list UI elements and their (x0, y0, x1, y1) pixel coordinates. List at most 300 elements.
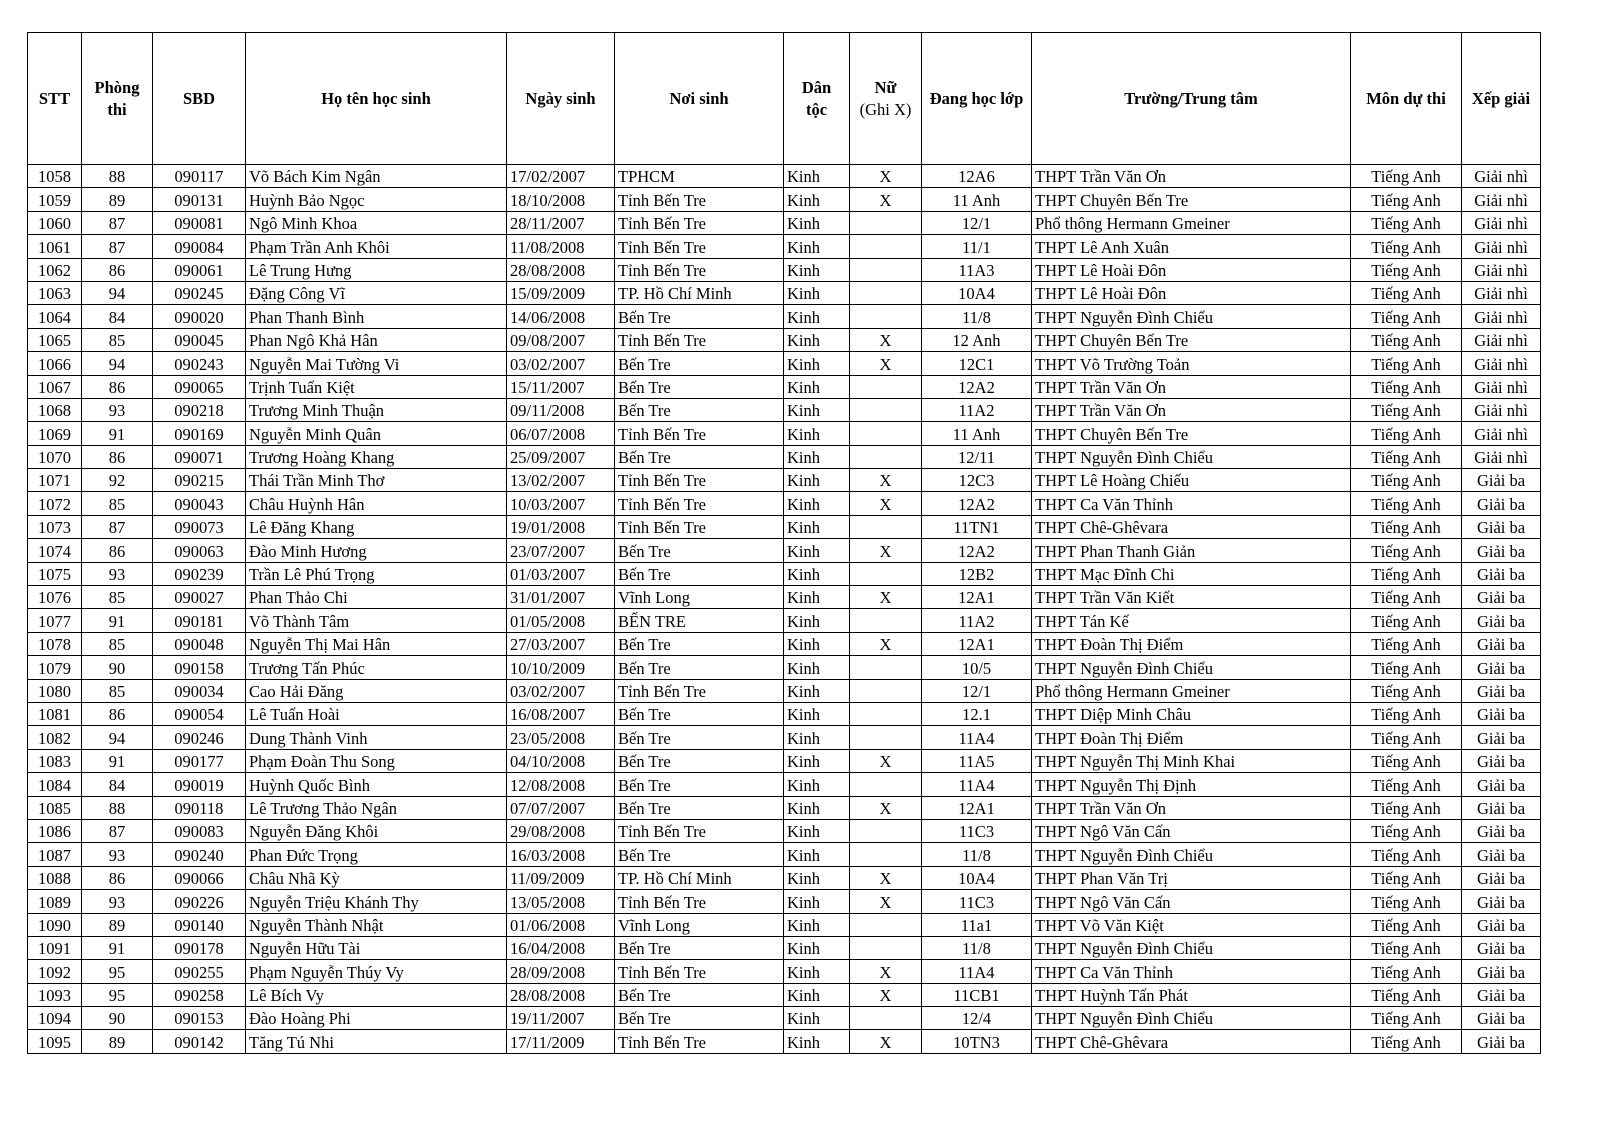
cell-noi-sinh: Bến Tre (615, 398, 784, 421)
cell-lop: 11A3 (922, 258, 1032, 281)
cell-ngay-sinh: 28/09/2008 (507, 960, 615, 983)
cell-mon: Tiếng Anh (1351, 188, 1462, 211)
cell-stt: 1095 (28, 1030, 82, 1053)
cell-noi-sinh: Tỉnh Bến Tre (615, 492, 784, 515)
cell-ho-ten: Nguyễn Triệu Khánh Thy (246, 890, 507, 913)
table-row (28, 539, 1541, 562)
cell-ngay-sinh: 12/08/2008 (507, 773, 615, 796)
cell-ho-ten: Đào Hoàng Phi (246, 1007, 507, 1030)
cell-sbd: 090240 (153, 843, 246, 866)
cell-nu (850, 773, 922, 796)
cell-ngay-sinh: 31/01/2007 (507, 586, 615, 609)
table-row (28, 211, 1541, 234)
cell-truong: THPT Nguyễn Thị Định (1032, 773, 1351, 796)
cell-noi-sinh: Tỉnh Bến Tre (615, 1030, 784, 1053)
cell-stt: 1093 (28, 983, 82, 1006)
cell-sbd: 090258 (153, 983, 246, 1006)
cell-mon: Tiếng Anh (1351, 258, 1462, 281)
cell-lop: 11C3 (922, 819, 1032, 842)
cell-giai: Giải ba (1462, 936, 1541, 959)
cell-phong-thi: 84 (82, 773, 153, 796)
cell-truong: THPT Trần Văn Kiết (1032, 586, 1351, 609)
cell-phong-thi: 86 (82, 445, 153, 468)
cell-ngay-sinh: 01/06/2008 (507, 913, 615, 936)
cell-noi-sinh: Tỉnh Bến Tre (615, 188, 784, 211)
cell-ngay-sinh: 28/08/2008 (507, 983, 615, 1006)
cell-giai: Giải nhì (1462, 328, 1541, 351)
cell-ngay-sinh: 15/11/2007 (507, 375, 615, 398)
cell-ngay-sinh: 19/11/2007 (507, 1007, 615, 1030)
cell-ngay-sinh: 28/08/2008 (507, 258, 615, 281)
table-row (28, 165, 1541, 188)
cell-mon: Tiếng Anh (1351, 983, 1462, 1006)
cell-ngay-sinh: 11/09/2009 (507, 866, 615, 889)
cell-stt: 1070 (28, 445, 82, 468)
cell-truong: THPT Đoàn Thị Điểm (1032, 726, 1351, 749)
cell-sbd: 090084 (153, 235, 246, 258)
cell-phong-thi: 90 (82, 656, 153, 679)
table-row (28, 469, 1541, 492)
cell-stt: 1058 (28, 165, 82, 188)
cell-stt: 1065 (28, 328, 82, 351)
cell-stt: 1073 (28, 515, 82, 538)
cell-lop: 11A2 (922, 609, 1032, 632)
cell-lop: 11TN1 (922, 515, 1032, 538)
table-row (28, 609, 1541, 632)
cell-stt: 1059 (28, 188, 82, 211)
cell-ngay-sinh: 17/11/2009 (507, 1030, 615, 1053)
cell-ngay-sinh: 01/03/2007 (507, 562, 615, 585)
cell-dan-toc: Kinh (784, 211, 850, 234)
cell-mon: Tiếng Anh (1351, 702, 1462, 725)
cell-truong: Phổ thông Hermann Gmeiner (1032, 211, 1351, 234)
cell-ho-ten: Dung Thành Vinh (246, 726, 507, 749)
table-row (28, 258, 1541, 281)
table-row (28, 960, 1541, 983)
cell-truong: THPT Lê Anh Xuân (1032, 235, 1351, 258)
cell-ho-ten: Huỳnh Quốc Bình (246, 773, 507, 796)
cell-ngay-sinh: 28/11/2007 (507, 211, 615, 234)
cell-giai: Giải ba (1462, 819, 1541, 842)
cell-mon: Tiếng Anh (1351, 656, 1462, 679)
cell-sbd: 090027 (153, 586, 246, 609)
cell-giai: Giải nhì (1462, 422, 1541, 445)
cell-lop: 12/1 (922, 679, 1032, 702)
cell-nu (850, 656, 922, 679)
cell-giai: Giải ba (1462, 562, 1541, 585)
cell-dan-toc: Kinh (784, 702, 850, 725)
cell-noi-sinh: Bến Tre (615, 843, 784, 866)
cell-ho-ten: Đào Minh Hương (246, 539, 507, 562)
cell-lop: 11A2 (922, 398, 1032, 421)
cell-mon: Tiếng Anh (1351, 843, 1462, 866)
cell-ho-ten: Võ Thành Tâm (246, 609, 507, 632)
cell-ngay-sinh: 14/06/2008 (507, 305, 615, 328)
cell-nu: X (850, 539, 922, 562)
table-row (28, 328, 1541, 351)
cell-lop: 12A2 (922, 539, 1032, 562)
cell-mon: Tiếng Anh (1351, 679, 1462, 702)
cell-mon: Tiếng Anh (1351, 913, 1462, 936)
cell-lop: 12/11 (922, 445, 1032, 468)
cell-ho-ten: Phan Thảo Chi (246, 586, 507, 609)
cell-phong-thi: 94 (82, 726, 153, 749)
table-row (28, 632, 1541, 655)
cell-nu (850, 281, 922, 304)
cell-ho-ten: Lê Bích Vy (246, 983, 507, 1006)
cell-noi-sinh: Bến Tre (615, 305, 784, 328)
cell-ngay-sinh: 16/08/2007 (507, 702, 615, 725)
cell-noi-sinh: Bến Tre (615, 1007, 784, 1030)
cell-giai: Giải ba (1462, 539, 1541, 562)
cell-ho-ten: Phạm Nguyễn Thúy Vy (246, 960, 507, 983)
table-row (28, 515, 1541, 538)
cell-phong-thi: 86 (82, 866, 153, 889)
cell-dan-toc: Kinh (784, 165, 850, 188)
cell-lop: 12A1 (922, 632, 1032, 655)
cell-noi-sinh: Tỉnh Bến Tre (615, 328, 784, 351)
cell-lop: 11/8 (922, 936, 1032, 959)
cell-stt: 1080 (28, 679, 82, 702)
cell-mon: Tiếng Anh (1351, 586, 1462, 609)
cell-truong: THPT Nguyễn Đình Chiểu (1032, 843, 1351, 866)
cell-lop: 11/8 (922, 305, 1032, 328)
cell-lop: 11/8 (922, 843, 1032, 866)
cell-phong-thi: 93 (82, 890, 153, 913)
table-row (28, 281, 1541, 304)
cell-truong: THPT Trần Văn Ơn (1032, 398, 1351, 421)
table-row (28, 819, 1541, 842)
cell-noi-sinh: Bến Tre (615, 562, 784, 585)
cell-ngay-sinh: 07/07/2007 (507, 796, 615, 819)
table-row (28, 773, 1541, 796)
cell-noi-sinh: Tỉnh Bến Tre (615, 960, 784, 983)
cell-sbd: 090083 (153, 819, 246, 842)
cell-ngay-sinh: 15/09/2009 (507, 281, 615, 304)
cell-lop: 12C1 (922, 352, 1032, 375)
cell-truong: THPT Võ Văn Kiệt (1032, 913, 1351, 936)
cell-ho-ten: Lê Tuấn Hoài (246, 702, 507, 725)
cell-nu (850, 726, 922, 749)
cell-noi-sinh: Bến Tre (615, 726, 784, 749)
cell-stt: 1092 (28, 960, 82, 983)
cell-nu: X (850, 328, 922, 351)
table-row (28, 702, 1541, 725)
cell-stt: 1067 (28, 375, 82, 398)
cell-ngay-sinh: 04/10/2008 (507, 749, 615, 772)
cell-truong: THPT Lê Hoài Đôn (1032, 258, 1351, 281)
cell-ho-ten: Châu Nhã Kỳ (246, 866, 507, 889)
cell-lop: 11C3 (922, 890, 1032, 913)
cell-phong-thi: 95 (82, 960, 153, 983)
cell-nu (850, 562, 922, 585)
table-row (28, 1030, 1541, 1053)
cell-lop: 11CB1 (922, 983, 1032, 1006)
cell-ngay-sinh: 13/05/2008 (507, 890, 615, 913)
cell-dan-toc: Kinh (784, 188, 850, 211)
cell-ho-ten: Tăng Tú Nhi (246, 1030, 507, 1053)
cell-truong: THPT Nguyễn Thị Minh Khai (1032, 749, 1351, 772)
cell-ho-ten: Nguyễn Thành Nhật (246, 913, 507, 936)
cell-stt: 1075 (28, 562, 82, 585)
cell-lop: 12A2 (922, 375, 1032, 398)
cell-giai: Giải ba (1462, 726, 1541, 749)
cell-giai: Giải nhì (1462, 445, 1541, 468)
cell-phong-thi: 85 (82, 632, 153, 655)
cell-phong-thi: 85 (82, 492, 153, 515)
cell-nu (850, 398, 922, 421)
cell-phong-thi: 91 (82, 609, 153, 632)
cell-truong: THPT Nguyễn Đình Chiểu (1032, 1007, 1351, 1030)
cell-nu (850, 819, 922, 842)
cell-phong-thi: 94 (82, 281, 153, 304)
cell-ngay-sinh: 16/03/2008 (507, 843, 615, 866)
cell-phong-thi: 86 (82, 258, 153, 281)
cell-mon: Tiếng Anh (1351, 398, 1462, 421)
header-sbd: SBD (153, 33, 246, 165)
cell-stt: 1066 (28, 352, 82, 375)
cell-ngay-sinh: 29/08/2008 (507, 819, 615, 842)
cell-giai: Giải ba (1462, 656, 1541, 679)
cell-dan-toc: Kinh (784, 235, 850, 258)
cell-phong-thi: 87 (82, 235, 153, 258)
cell-mon: Tiếng Anh (1351, 819, 1462, 842)
cell-noi-sinh: Bến Tre (615, 656, 784, 679)
cell-lop: 12.1 (922, 702, 1032, 725)
cell-ho-ten: Lê Đăng Khang (246, 515, 507, 538)
cell-dan-toc: Kinh (784, 539, 850, 562)
cell-dan-toc: Kinh (784, 305, 850, 328)
cell-noi-sinh: Vĩnh Long (615, 586, 784, 609)
cell-sbd: 090153 (153, 1007, 246, 1030)
cell-mon: Tiếng Anh (1351, 936, 1462, 959)
cell-stt: 1089 (28, 890, 82, 913)
cell-sbd: 090158 (153, 656, 246, 679)
table-row (28, 936, 1541, 959)
table-header (28, 33, 1541, 165)
cell-sbd: 090177 (153, 749, 246, 772)
cell-sbd: 090071 (153, 445, 246, 468)
cell-nu: X (850, 586, 922, 609)
cell-dan-toc: Kinh (784, 890, 850, 913)
cell-dan-toc: Kinh (784, 1030, 850, 1053)
cell-sbd: 090045 (153, 328, 246, 351)
header-ngay-sinh: Ngày sinh (507, 33, 615, 165)
cell-truong: THPT Nguyễn Đình Chiểu (1032, 445, 1351, 468)
cell-mon: Tiếng Anh (1351, 422, 1462, 445)
cell-stt: 1087 (28, 843, 82, 866)
cell-phong-thi: 88 (82, 796, 153, 819)
cell-sbd: 090178 (153, 936, 246, 959)
cell-dan-toc: Kinh (784, 679, 850, 702)
cell-truong: THPT Tán Kế (1032, 609, 1351, 632)
cell-noi-sinh: BẾN TRE (615, 609, 784, 632)
cell-sbd: 090255 (153, 960, 246, 983)
cell-dan-toc: Kinh (784, 328, 850, 351)
cell-ho-ten: Thái Trần Minh Thơ (246, 469, 507, 492)
cell-dan-toc: Kinh (784, 586, 850, 609)
cell-phong-thi: 90 (82, 1007, 153, 1030)
cell-nu (850, 258, 922, 281)
cell-ho-ten: Phan Đức Trọng (246, 843, 507, 866)
cell-giai: Giải ba (1462, 796, 1541, 819)
cell-mon: Tiếng Anh (1351, 515, 1462, 538)
cell-nu: X (850, 983, 922, 1006)
cell-sbd: 090048 (153, 632, 246, 655)
table-row (28, 983, 1541, 1006)
cell-sbd: 090043 (153, 492, 246, 515)
cell-dan-toc: Kinh (784, 398, 850, 421)
cell-noi-sinh: Tỉnh Bến Tre (615, 515, 784, 538)
cell-dan-toc: Kinh (784, 469, 850, 492)
cell-noi-sinh: Bến Tre (615, 702, 784, 725)
cell-ngay-sinh: 09/08/2007 (507, 328, 615, 351)
cell-mon: Tiếng Anh (1351, 1030, 1462, 1053)
cell-ngay-sinh: 10/10/2009 (507, 656, 615, 679)
cell-truong: THPT Chuyên Bến Tre (1032, 188, 1351, 211)
cell-dan-toc: Kinh (784, 656, 850, 679)
cell-phong-thi: 87 (82, 211, 153, 234)
cell-phong-thi: 94 (82, 352, 153, 375)
cell-mon: Tiếng Anh (1351, 960, 1462, 983)
cell-ngay-sinh: 23/05/2008 (507, 726, 615, 749)
cell-giai: Giải nhì (1462, 188, 1541, 211)
cell-stt: 1094 (28, 1007, 82, 1030)
cell-nu (850, 936, 922, 959)
cell-sbd: 090063 (153, 539, 246, 562)
cell-truong: THPT Trần Văn Ơn (1032, 375, 1351, 398)
cell-truong: THPT Huỳnh Tấn Phát (1032, 983, 1351, 1006)
cell-stt: 1063 (28, 281, 82, 304)
cell-ho-ten: Châu Huỳnh Hân (246, 492, 507, 515)
table-row (28, 492, 1541, 515)
cell-lop: 11A4 (922, 960, 1032, 983)
cell-nu (850, 305, 922, 328)
cell-nu: X (850, 352, 922, 375)
cell-dan-toc: Kinh (784, 773, 850, 796)
cell-stt: 1088 (28, 866, 82, 889)
cell-mon: Tiếng Anh (1351, 352, 1462, 375)
cell-dan-toc: Kinh (784, 960, 850, 983)
cell-lop: 11/1 (922, 235, 1032, 258)
cell-noi-sinh: Tỉnh Bến Tre (615, 890, 784, 913)
cell-dan-toc: Kinh (784, 632, 850, 655)
cell-lop: 12/4 (922, 1007, 1032, 1030)
cell-giai: Giải nhì (1462, 165, 1541, 188)
cell-ngay-sinh: 19/01/2008 (507, 515, 615, 538)
cell-nu (850, 235, 922, 258)
cell-lop: 12A1 (922, 586, 1032, 609)
cell-ho-ten: Lê Trương Thảo Ngân (246, 796, 507, 819)
cell-ho-ten: Phan Thanh Bình (246, 305, 507, 328)
cell-mon: Tiếng Anh (1351, 165, 1462, 188)
cell-dan-toc: Kinh (784, 913, 850, 936)
cell-truong: THPT Đoàn Thị Điểm (1032, 632, 1351, 655)
table-row (28, 656, 1541, 679)
cell-dan-toc: Kinh (784, 749, 850, 772)
cell-mon: Tiếng Anh (1351, 866, 1462, 889)
header-phong-thi: Phòng thi (82, 33, 153, 165)
cell-sbd: 090246 (153, 726, 246, 749)
cell-mon: Tiếng Anh (1351, 796, 1462, 819)
cell-stt: 1079 (28, 656, 82, 679)
cell-sbd: 090020 (153, 305, 246, 328)
cell-phong-thi: 93 (82, 562, 153, 585)
cell-giai: Giải nhì (1462, 375, 1541, 398)
cell-nu (850, 702, 922, 725)
cell-truong: THPT Ca Văn Thỉnh (1032, 492, 1351, 515)
header-dan-toc: Dân tộc (784, 33, 850, 165)
header-giai: Xếp giải (1462, 33, 1541, 165)
cell-sbd: 090245 (153, 281, 246, 304)
cell-mon: Tiếng Anh (1351, 235, 1462, 258)
cell-ngay-sinh: 03/02/2007 (507, 679, 615, 702)
cell-nu (850, 679, 922, 702)
cell-stt: 1069 (28, 422, 82, 445)
cell-truong: THPT Trần Văn Ơn (1032, 796, 1351, 819)
cell-dan-toc: Kinh (784, 422, 850, 445)
table-row (28, 796, 1541, 819)
cell-giai: Giải ba (1462, 515, 1541, 538)
cell-sbd: 090142 (153, 1030, 246, 1053)
cell-nu (850, 422, 922, 445)
cell-nu: X (850, 796, 922, 819)
cell-ngay-sinh: 16/04/2008 (507, 936, 615, 959)
table-row (28, 235, 1541, 258)
cell-ho-ten: Ngô Minh Khoa (246, 211, 507, 234)
cell-giai: Giải ba (1462, 890, 1541, 913)
table-row (28, 445, 1541, 468)
cell-truong: THPT Ngô Văn Cấn (1032, 890, 1351, 913)
cell-dan-toc: Kinh (784, 281, 850, 304)
cell-phong-thi: 89 (82, 913, 153, 936)
cell-lop: 12C3 (922, 469, 1032, 492)
cell-nu: X (850, 749, 922, 772)
cell-dan-toc: Kinh (784, 866, 850, 889)
cell-giai: Giải ba (1462, 843, 1541, 866)
cell-lop: 12B2 (922, 562, 1032, 585)
cell-stt: 1068 (28, 398, 82, 421)
cell-giai: Giải nhì (1462, 258, 1541, 281)
cell-dan-toc: Kinh (784, 609, 850, 632)
cell-nu: X (850, 1030, 922, 1053)
cell-ngay-sinh: 09/11/2008 (507, 398, 615, 421)
cell-dan-toc: Kinh (784, 726, 850, 749)
cell-noi-sinh: Tỉnh Bến Tre (615, 422, 784, 445)
cell-nu: X (850, 960, 922, 983)
cell-stt: 1090 (28, 913, 82, 936)
cell-mon: Tiếng Anh (1351, 749, 1462, 772)
cell-mon: Tiếng Anh (1351, 211, 1462, 234)
cell-giai: Giải ba (1462, 586, 1541, 609)
cell-truong: THPT Diệp Minh Châu (1032, 702, 1351, 725)
cell-ngay-sinh: 10/03/2007 (507, 492, 615, 515)
cell-nu: X (850, 632, 922, 655)
cell-mon: Tiếng Anh (1351, 773, 1462, 796)
table-row (28, 562, 1541, 585)
cell-stt: 1061 (28, 235, 82, 258)
cell-stt: 1086 (28, 819, 82, 842)
cell-sbd: 090181 (153, 609, 246, 632)
cell-mon: Tiếng Anh (1351, 562, 1462, 585)
cell-nu (850, 445, 922, 468)
cell-ngay-sinh: 25/09/2007 (507, 445, 615, 468)
cell-truong: THPT Trần Văn Ơn (1032, 165, 1351, 188)
table-row (28, 375, 1541, 398)
cell-noi-sinh: TP. Hồ Chí Minh (615, 866, 784, 889)
cell-ngay-sinh: 18/10/2008 (507, 188, 615, 211)
cell-noi-sinh: Bến Tre (615, 539, 784, 562)
